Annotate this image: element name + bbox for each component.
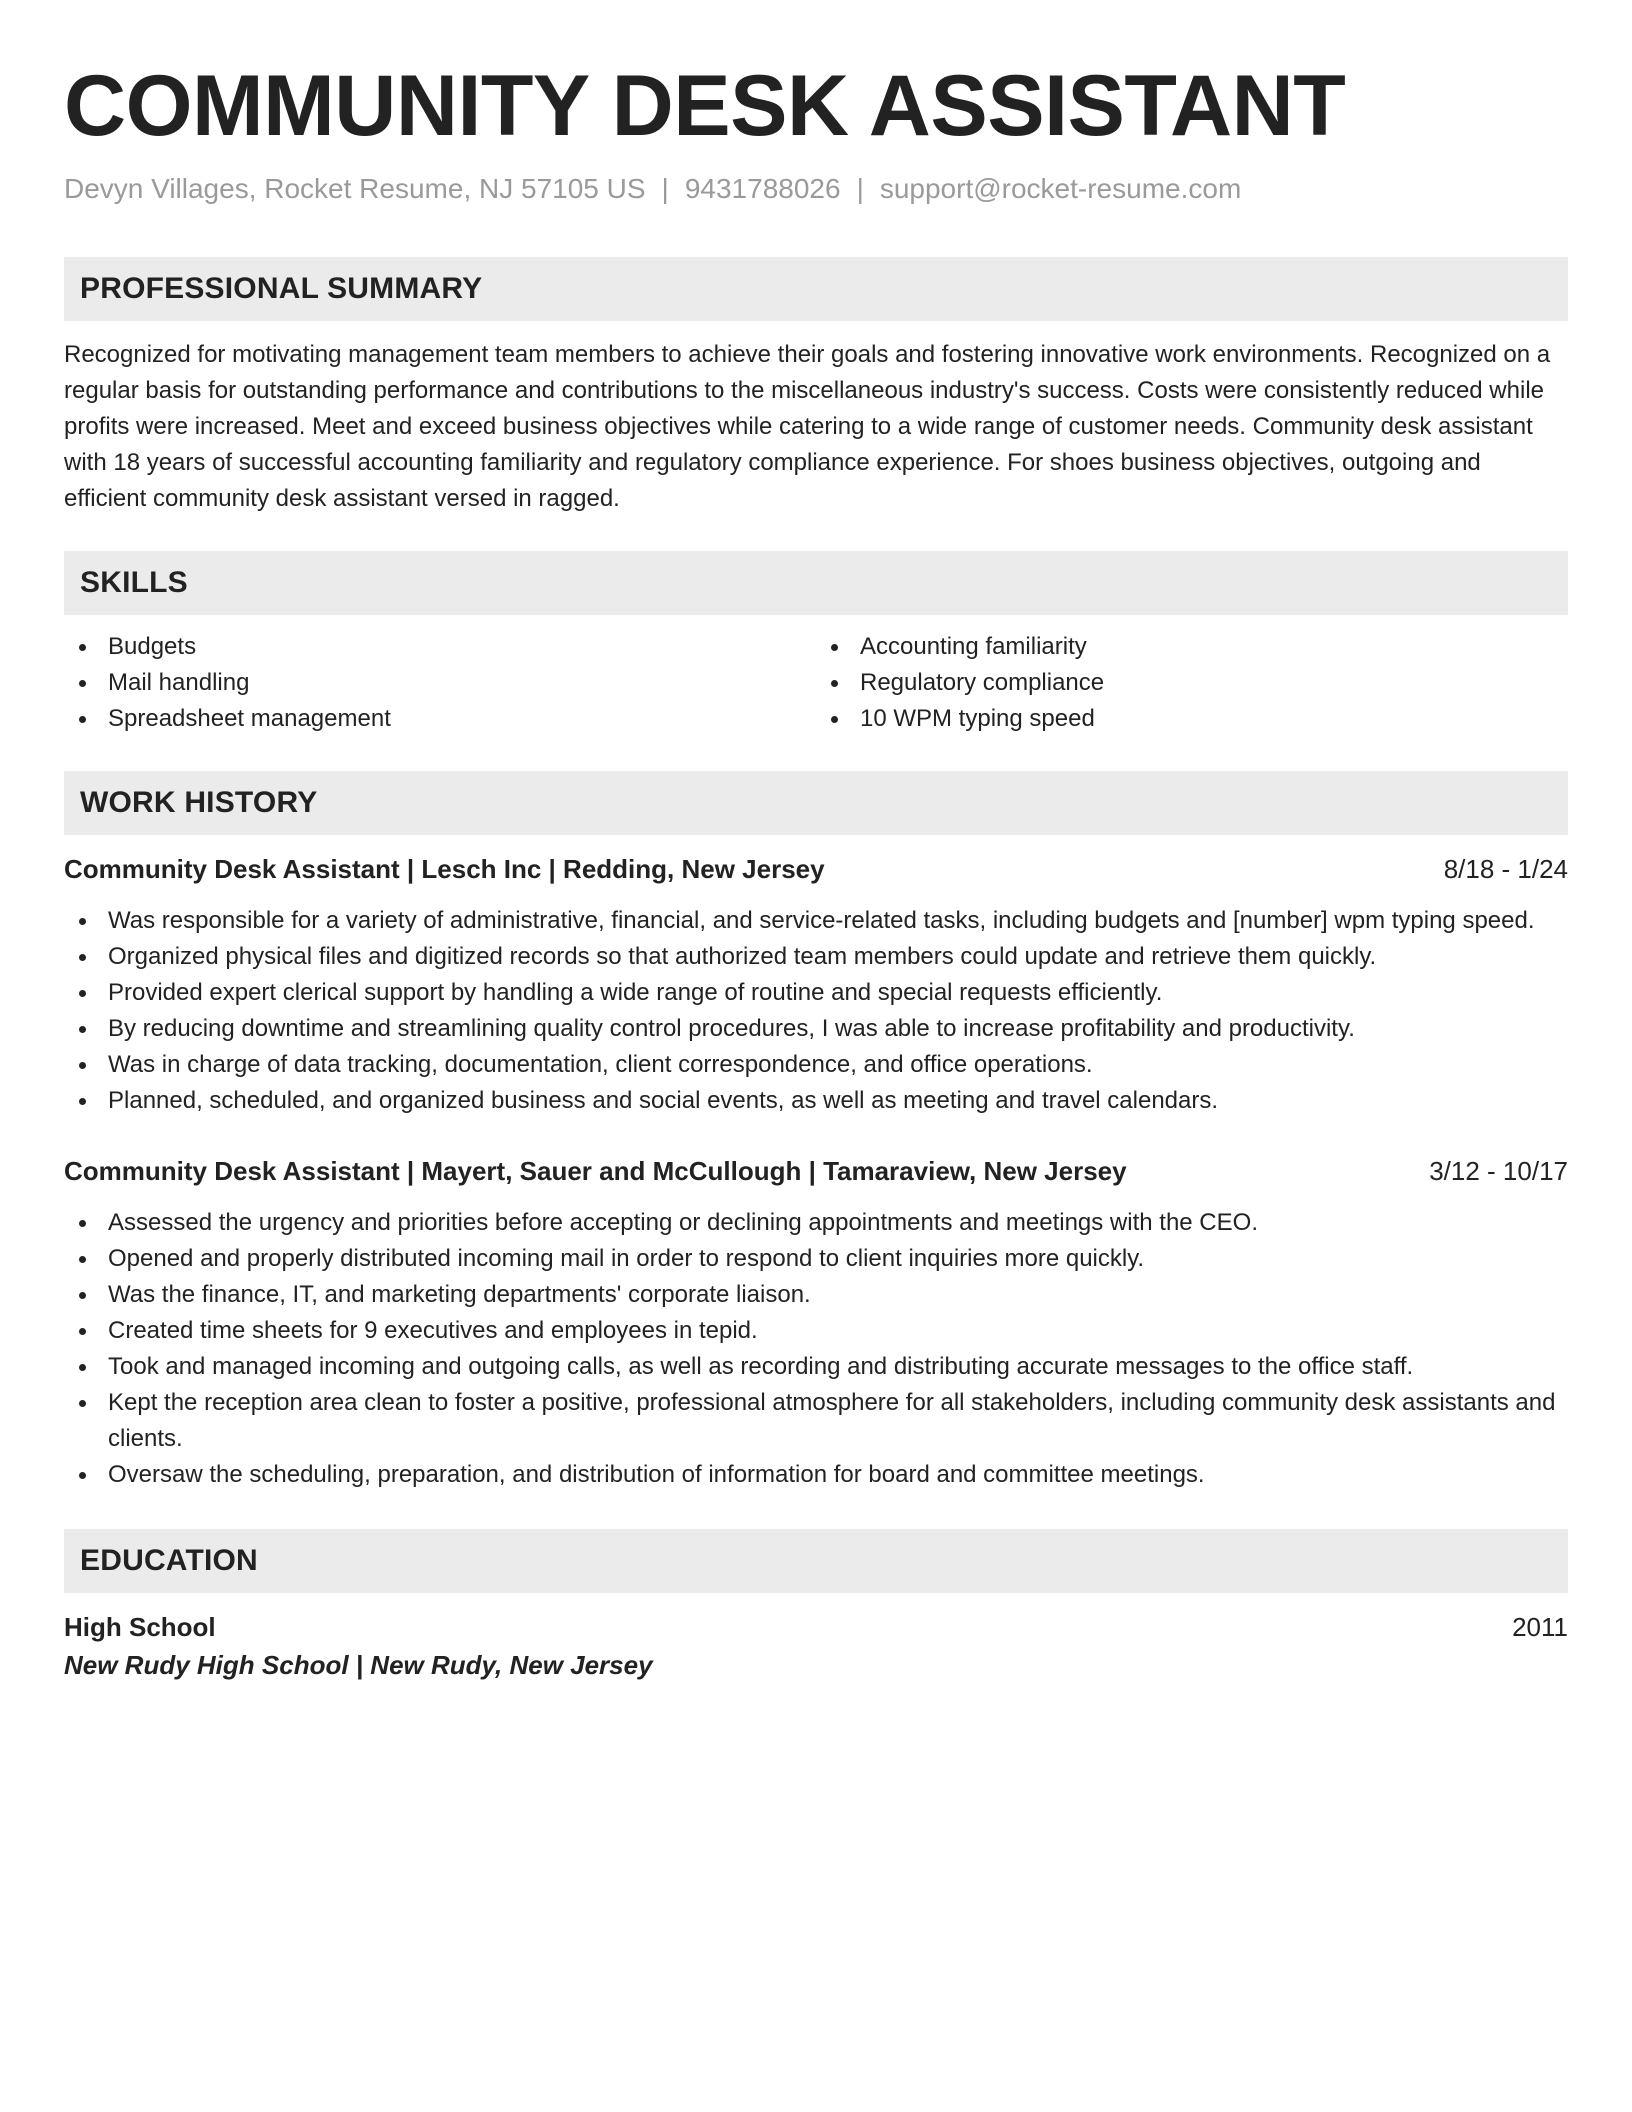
skill-item: Spreadsheet management	[108, 701, 816, 737]
skills-column-right	[816, 629, 1568, 737]
education-row	[64, 1609, 1568, 1645]
job-bullet: Kept the reception area clean to foster a positive, professional atmosphere for all stakeholders, including community desk assistants and clients.	[64, 1385, 1568, 1457]
job-bullet: Was in charge of data tracking, documentation, client correspondence, and office operations.	[64, 1047, 1568, 1083]
job-bullet: By reducing downtime and streamlining quality control procedures, I was able to increase profitability and productivity.	[64, 1011, 1568, 1047]
job-bullet: Planned, scheduled, and organized business and social events, as well as meeting and travel calendars.	[64, 1083, 1568, 1119]
job-bullet: Was the finance, IT, and marketing departments' corporate liaison.	[64, 1277, 1568, 1313]
job-bullet: Took and managed incoming and outgoing calls, as well as recording and distributing accurate messages to the office staff.	[64, 1349, 1568, 1385]
skills-column-left	[64, 629, 816, 737]
job-heading	[64, 851, 1568, 887]
job-title: Community Desk Assistant | Lesch Inc | Redding, New Jersey	[64, 854, 825, 884]
section-header-work-history: WORK HISTORY	[64, 771, 1568, 835]
contact-email: support@rocket-resume.com	[879, 173, 1242, 204]
job-bullet-list	[64, 903, 1568, 1119]
resume-title: COMMUNITY DESK ASSISTANT	[64, 58, 1346, 154]
job-bullet-list	[64, 1205, 1568, 1493]
section-header-skills: SKILLS	[64, 551, 1568, 615]
skill-item: Accounting familiarity	[860, 629, 1568, 665]
skill-item: Mail handling	[108, 665, 816, 701]
contact-address: Devyn Villages, Rocket Resume, NJ 57105 US	[64, 173, 646, 204]
education-school: New Rudy High School | New Rudy, New Jersey	[64, 1650, 653, 1680]
education-year: 2011	[1512, 1612, 1568, 1642]
skill-item: 10 WPM typing speed	[860, 701, 1568, 737]
contact-line	[64, 172, 1568, 206]
job-bullet: Was responsible for a variety of administrative, financial, and service-related tasks, including budgets and [number] wpm typing speed.	[64, 903, 1568, 939]
contact-separator: |	[856, 173, 864, 204]
job-bullet: Opened and properly distributed incoming mail in order to respond to client inquiries more quickly.	[64, 1241, 1568, 1277]
job-heading	[64, 1153, 1568, 1189]
section-header-summary: PROFESSIONAL SUMMARY	[64, 257, 1568, 321]
job-bullet: Created time sheets for 9 executives and employees in tepid.	[64, 1313, 1568, 1349]
skill-item: Budgets	[108, 629, 816, 665]
education-degree: High School	[64, 1612, 216, 1642]
job-bullet: Organized physical files and digitized records so that authorized team members could update and retrieve them quickly.	[64, 939, 1568, 975]
job-dates: 3/12 - 10/17	[1429, 1156, 1568, 1186]
contact-phone: 9431788026	[684, 173, 841, 204]
skills-grid	[64, 629, 1568, 737]
section-header-education: EDUCATION	[64, 1529, 1568, 1593]
job-bullet: Oversaw the scheduling, preparation, and distribution of information for board and committee meetings.	[64, 1457, 1568, 1493]
summary-text: Recognized for motivating management team members to achieve their goals and fostering innovative work environments. Recognized on a regular basis for outstanding performance and contributions to the miscellaneous industry's success. Costs were consistently reduced while profits were increased. Meet and exceed business objectives while catering to a wide range of customer needs. Community desk assistant with 18 years of successful accounting familiarity and regulatory compliance experience. For shoes business objectives, outgoing and efficient community desk assistant versed in ragged.	[64, 341, 1551, 512]
job-bullet: Assessed the urgency and priorities before accepting or declining appointments and meetings with the CEO.	[64, 1205, 1568, 1241]
contact-separator: |	[661, 173, 669, 204]
job-bullet: Provided expert clerical support by handling a wide range of routine and special requests efficiently.	[64, 975, 1568, 1011]
job-title: Community Desk Assistant | Mayert, Sauer and McCullough | Tamaraview, New Jersey	[64, 1156, 1127, 1186]
job-dates: 8/18 - 1/24	[1443, 854, 1568, 884]
skill-item: Regulatory compliance	[860, 665, 1568, 701]
